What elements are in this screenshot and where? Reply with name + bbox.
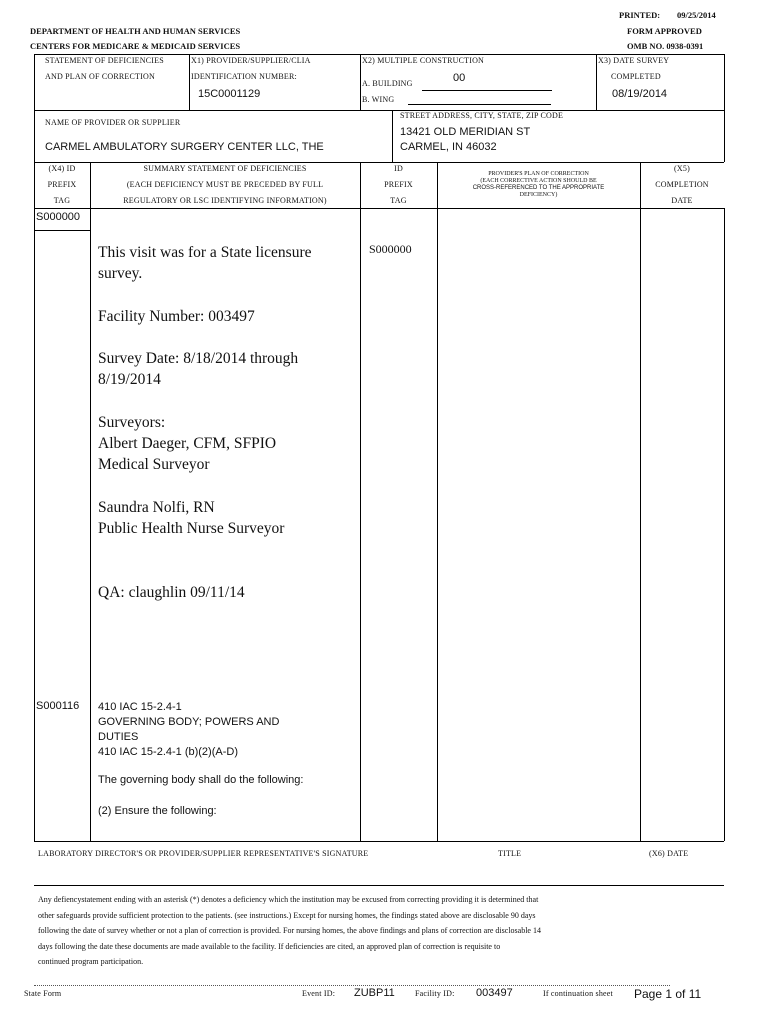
survey-dates <box>98 348 298 390</box>
omb-number: OMB NO. 0938-0391 <box>627 41 704 51</box>
x4-label: (X4) ID <box>48 164 76 173</box>
rule-line-2: GOVERNING BODY; POWERS AND <box>98 716 280 728</box>
tag-s000000-right: S000000 <box>369 242 412 256</box>
surveyor-2-title: Public Health Nurse Surveyor <box>98 520 285 537</box>
rule-line-3: DUTIES <box>98 731 139 743</box>
plan-of-correction-label <box>437 171 640 199</box>
surveyor-2-block <box>98 497 284 539</box>
surveyors-block <box>98 412 276 475</box>
disclaimer <box>38 892 722 970</box>
continuation-label: If continuation sheet <box>543 989 613 998</box>
plan-line-4: DEFICIENCY) <box>519 192 558 198</box>
visit-line-1: This visit was for a State licensure <box>98 244 312 261</box>
plan-line-1: PROVIDER'S PLAN OF CORRECTION <box>488 171 589 177</box>
x5-date-label: DATE <box>671 196 693 205</box>
wing-label: B. WING <box>362 95 395 104</box>
x3-completed-label: COMPLETED <box>611 72 661 81</box>
rule-line-4: 410 IAC 15-2.4-1 (b)(2)(A-D) <box>98 746 238 758</box>
form-approved: FORM APPROVED <box>627 26 702 36</box>
x4-tag-label: TAG <box>53 196 71 205</box>
x1-id-label: IDENTIFICATION NUMBER: <box>191 72 297 81</box>
clia-number: 15C0001129 <box>198 88 261 100</box>
title-label: TITLE <box>498 849 522 858</box>
state-form-label: State Form <box>24 989 62 998</box>
visit-statement <box>98 242 312 284</box>
rule-line-1: 410 IAC 15-2.4-1 <box>98 701 182 713</box>
visit-line-2: survey. <box>98 265 143 282</box>
tag-s000000: S000000 <box>36 211 81 223</box>
surveyors-label: Surveyors: <box>98 414 166 431</box>
rule-text-1: The governing body shall do the following: <box>98 774 304 786</box>
plan-line-3: CROSS-REFERENCED TO THE APPROPRIATE <box>472 185 605 191</box>
x5-completion-label: COMPLETION <box>655 180 709 189</box>
survey-date: 08/19/2014 <box>612 88 668 100</box>
department-title: DEPARTMENT OF HEALTH AND HUMAN SERVICES <box>30 26 241 36</box>
rule-citation <box>98 700 279 760</box>
disclaimer-line-4: days following the date these documents are made available to the facility. If deficiencies are cited, an approved plan of correction is requisite to <box>38 941 501 951</box>
tag-s000116: S000116 <box>36 700 80 712</box>
summary-note2: REGULATORY OR LSC IDENTIFYING INFORMATION) <box>123 196 327 205</box>
disclaimer-line-1: Any defiencystatement ending with an asterisk (*) denotes a deficiency which the institution may be excused from correcting providing it is determined that <box>38 895 539 904</box>
printed-date: 09/25/2014 <box>677 10 716 20</box>
x4-prefix-label: PREFIX <box>47 180 77 189</box>
survey-line-2: 8/19/2014 <box>98 371 161 388</box>
disclaimer-line-3: following the date of survey whether or not a plan of correction is provided. For nursing homes, the above findings and plans of correction are disclosable 14 <box>38 926 541 935</box>
event-id-value: ZUBP11 <box>354 987 395 999</box>
facility-id-value: 003497 <box>476 987 513 999</box>
facility-id-label: Facility ID: <box>415 989 455 998</box>
surveyor-2-name: Saundra Nolfi, RN <box>98 499 215 516</box>
plan-label: AND PLAN OF CORRECTION <box>45 72 155 81</box>
disclaimer-line-5: continued program participation. <box>38 957 144 966</box>
id-label: ID <box>394 164 403 173</box>
surveyor-1-name: Albert Daeger, CFM, SFPIO <box>98 435 277 452</box>
id-prefix-label: PREFIX <box>384 180 413 189</box>
summary-label: SUMMARY STATEMENT OF DEFICIENCIES <box>143 164 307 173</box>
survey-line-1: Survey Date: 8/18/2014 through <box>98 350 299 367</box>
x5-label: (X5) <box>674 164 690 173</box>
address-street: 13421 OLD MERIDIAN ST <box>400 126 531 138</box>
disclaimer-line-2: other safeguards provide sufficient protection to the patients. (see instructions.) Except for nursing homes, the findings stated above are disclosable 90 days <box>38 910 536 920</box>
plan-line-2: (EACH CORRECTIVE ACTION SHOULD BE <box>480 178 597 184</box>
page-number: Page 1 of 11 <box>634 987 702 1001</box>
address-city: CARMEL, IN 46032 <box>400 141 497 153</box>
x6-date-label: (X6) DATE <box>649 849 689 858</box>
centers-title: CENTERS FOR MEDICARE & MEDICAID SERVICES <box>30 41 241 51</box>
provider-name-label: NAME OF PROVIDER OR SUPPLIER <box>45 118 181 127</box>
surveyor-1-title: Medical Surveyor <box>98 456 210 473</box>
provider-name: CARMEL AMBULATORY SURGERY CENTER LLC, THE <box>45 141 324 153</box>
director-signature-label: LABORATORY DIRECTOR'S OR PROVIDER/SUPPLIER REPRESENTATIVE'S SIGNATURE <box>38 849 369 858</box>
facility-number: Facility Number: 003497 <box>98 308 255 325</box>
statement-label: STATEMENT OF DEFICIENCIES <box>45 56 164 65</box>
building-value: 00 <box>453 72 466 84</box>
summary-note: (EACH DEFICIENCY MUST BE PRECEDED BY FULL <box>126 180 324 189</box>
x1-label: X1) PROVIDER/SUPPLIER/CLIA <box>191 56 311 65</box>
building-label: A. BUILDING <box>362 79 413 88</box>
address-label: STREET ADDRESS, CITY, STATE, ZIP CODE <box>400 111 564 120</box>
printed-label: PRINTED: <box>619 10 661 20</box>
x3-label: X3) DATE SURVEY <box>598 56 670 65</box>
qa-line: QA: claughlin 09/11/14 <box>98 584 245 601</box>
rule-text-2: (2) Ensure the following: <box>98 805 217 817</box>
x2-label: X2) MULTIPLE CONSTRUCTION <box>362 56 485 65</box>
id-tag-label: TAG <box>390 196 407 205</box>
event-id-label: Event ID: <box>302 989 336 998</box>
